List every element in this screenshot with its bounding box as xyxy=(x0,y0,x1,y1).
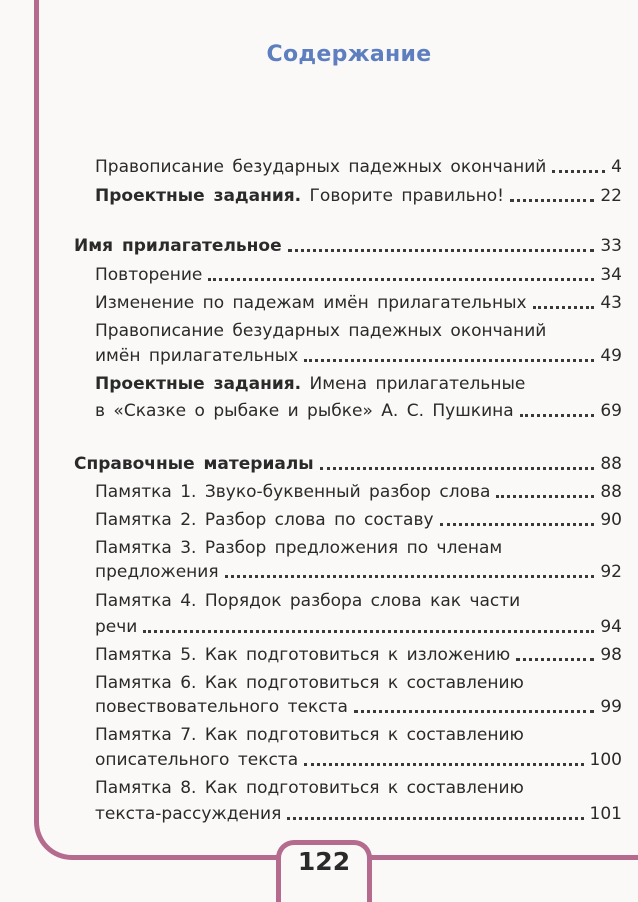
toc-page-number: 101 xyxy=(589,804,622,824)
toc-leader-dots xyxy=(304,359,594,362)
toc-entry-text: Правописание безударных падежных окончаний xyxy=(95,157,547,177)
toc-leader-dots xyxy=(208,278,594,281)
toc-page-number: 33 xyxy=(600,236,622,256)
toc-page-number: 94 xyxy=(600,617,622,637)
toc-entry-bold: Проектные задания. xyxy=(95,374,302,394)
toc-page-number: 100 xyxy=(589,750,622,770)
toc-leader-dots xyxy=(320,467,595,470)
toc-leader-dots xyxy=(510,199,594,202)
toc-entry-text: Памятка 1. Звуко-буквенный разбор слова xyxy=(95,482,491,502)
toc-leader-dots xyxy=(225,575,595,578)
toc-entry xyxy=(95,183,622,207)
toc-leader-dots xyxy=(496,495,594,498)
toc-entry xyxy=(95,559,622,583)
toc-entry xyxy=(95,262,622,286)
toc-entry-text: Правописание безударных падежных окончаний xyxy=(95,321,547,341)
toc-entry-text: Памятка 5. Как подготовиться к изложению xyxy=(95,645,511,665)
toc-entry-bold: Проектные задания. xyxy=(95,186,302,206)
toc-entry-text: Памятка 4. Порядок разбора слова как части xyxy=(95,591,521,611)
toc-entry-text: Памятка 2. Разбор слова по составу xyxy=(95,510,434,530)
toc-entry xyxy=(95,343,622,367)
toc-entry-text: Повторение xyxy=(95,265,203,285)
toc-page-number: 34 xyxy=(600,265,622,285)
page-number: 122 xyxy=(297,847,351,876)
toc-entry-text: в «Сказке о рыбаке и рыбке» А. С. Пушкина xyxy=(95,401,514,421)
toc-page-number: 98 xyxy=(600,645,622,665)
toc-entry-continued xyxy=(95,775,622,799)
toc-entry-text: Памятка 7. Как подготовиться к составлению xyxy=(95,725,524,745)
toc-entry-text: Говорите правильно! xyxy=(301,186,504,206)
toc-entry xyxy=(95,614,622,638)
toc-entry-text: имён прилагательных xyxy=(95,346,299,366)
toc-leader-dots xyxy=(288,249,595,252)
toc-leader-dots xyxy=(440,523,595,526)
toc-page-number: 69 xyxy=(600,401,622,421)
toc-page-number: 88 xyxy=(600,454,622,474)
toc-entry-text: Изменение по падежам имён прилагательных xyxy=(95,293,527,313)
toc-entry xyxy=(95,398,622,422)
toc-entry xyxy=(95,479,622,503)
toc-page-number: 43 xyxy=(600,293,622,313)
toc-entry-continued xyxy=(95,670,622,694)
toc-page-number: 88 xyxy=(600,482,622,502)
toc-entry xyxy=(95,801,622,825)
toc-entry xyxy=(95,747,622,771)
toc-page-number: 49 xyxy=(600,346,622,366)
toc-leader-dots xyxy=(520,414,595,417)
toc-entry-bold: Справочные материалы xyxy=(74,454,314,474)
page-title: Содержание xyxy=(266,42,432,67)
toc-entry xyxy=(95,642,622,666)
toc-page-number: 4 xyxy=(611,157,622,177)
toc-entry-text: Памятка 3. Разбор предложения по членам xyxy=(95,538,503,558)
toc-page-number: 22 xyxy=(600,186,622,206)
toc-leader-dots xyxy=(533,306,595,309)
toc-entry-bold: Имя прилагательное xyxy=(74,236,282,256)
toc-entry xyxy=(95,290,622,314)
toc-page-number: 92 xyxy=(600,562,622,582)
toc-leader-dots xyxy=(552,170,605,173)
toc-leader-dots xyxy=(143,630,594,633)
toc-entry-continued xyxy=(95,722,622,746)
toc-leader-dots xyxy=(287,817,583,820)
toc-entry-text: описательного текста xyxy=(95,750,299,770)
toc-entry-continued xyxy=(95,371,622,395)
toc-entry-text: Памятка 8. Как подготовиться к составлению xyxy=(95,778,524,798)
toc-entry-continued xyxy=(95,588,622,612)
toc-entry-text: предложения xyxy=(95,562,219,582)
toc-leader-dots xyxy=(354,710,594,713)
toc-entry-text: Имена прилагательные xyxy=(301,374,526,394)
toc-entry xyxy=(95,507,622,531)
toc-entry-text: Памятка 6. Как подготовиться к составлению xyxy=(95,673,524,693)
toc-entry-continued xyxy=(95,318,622,342)
toc-entry-text: речи xyxy=(95,617,138,637)
toc-entry xyxy=(95,694,622,718)
toc-leader-dots xyxy=(516,658,594,661)
toc-page-number: 99 xyxy=(600,697,622,717)
toc-entry-text: повествовательного текста xyxy=(95,697,348,717)
toc-entry-text: текста-рассуждения xyxy=(95,804,282,824)
toc-entry-continued xyxy=(95,535,622,559)
toc-section-heading xyxy=(74,451,622,475)
toc-entry xyxy=(95,154,622,178)
toc-section-heading xyxy=(74,233,622,257)
toc-leader-dots xyxy=(304,763,583,766)
toc-page-number: 90 xyxy=(600,510,622,530)
